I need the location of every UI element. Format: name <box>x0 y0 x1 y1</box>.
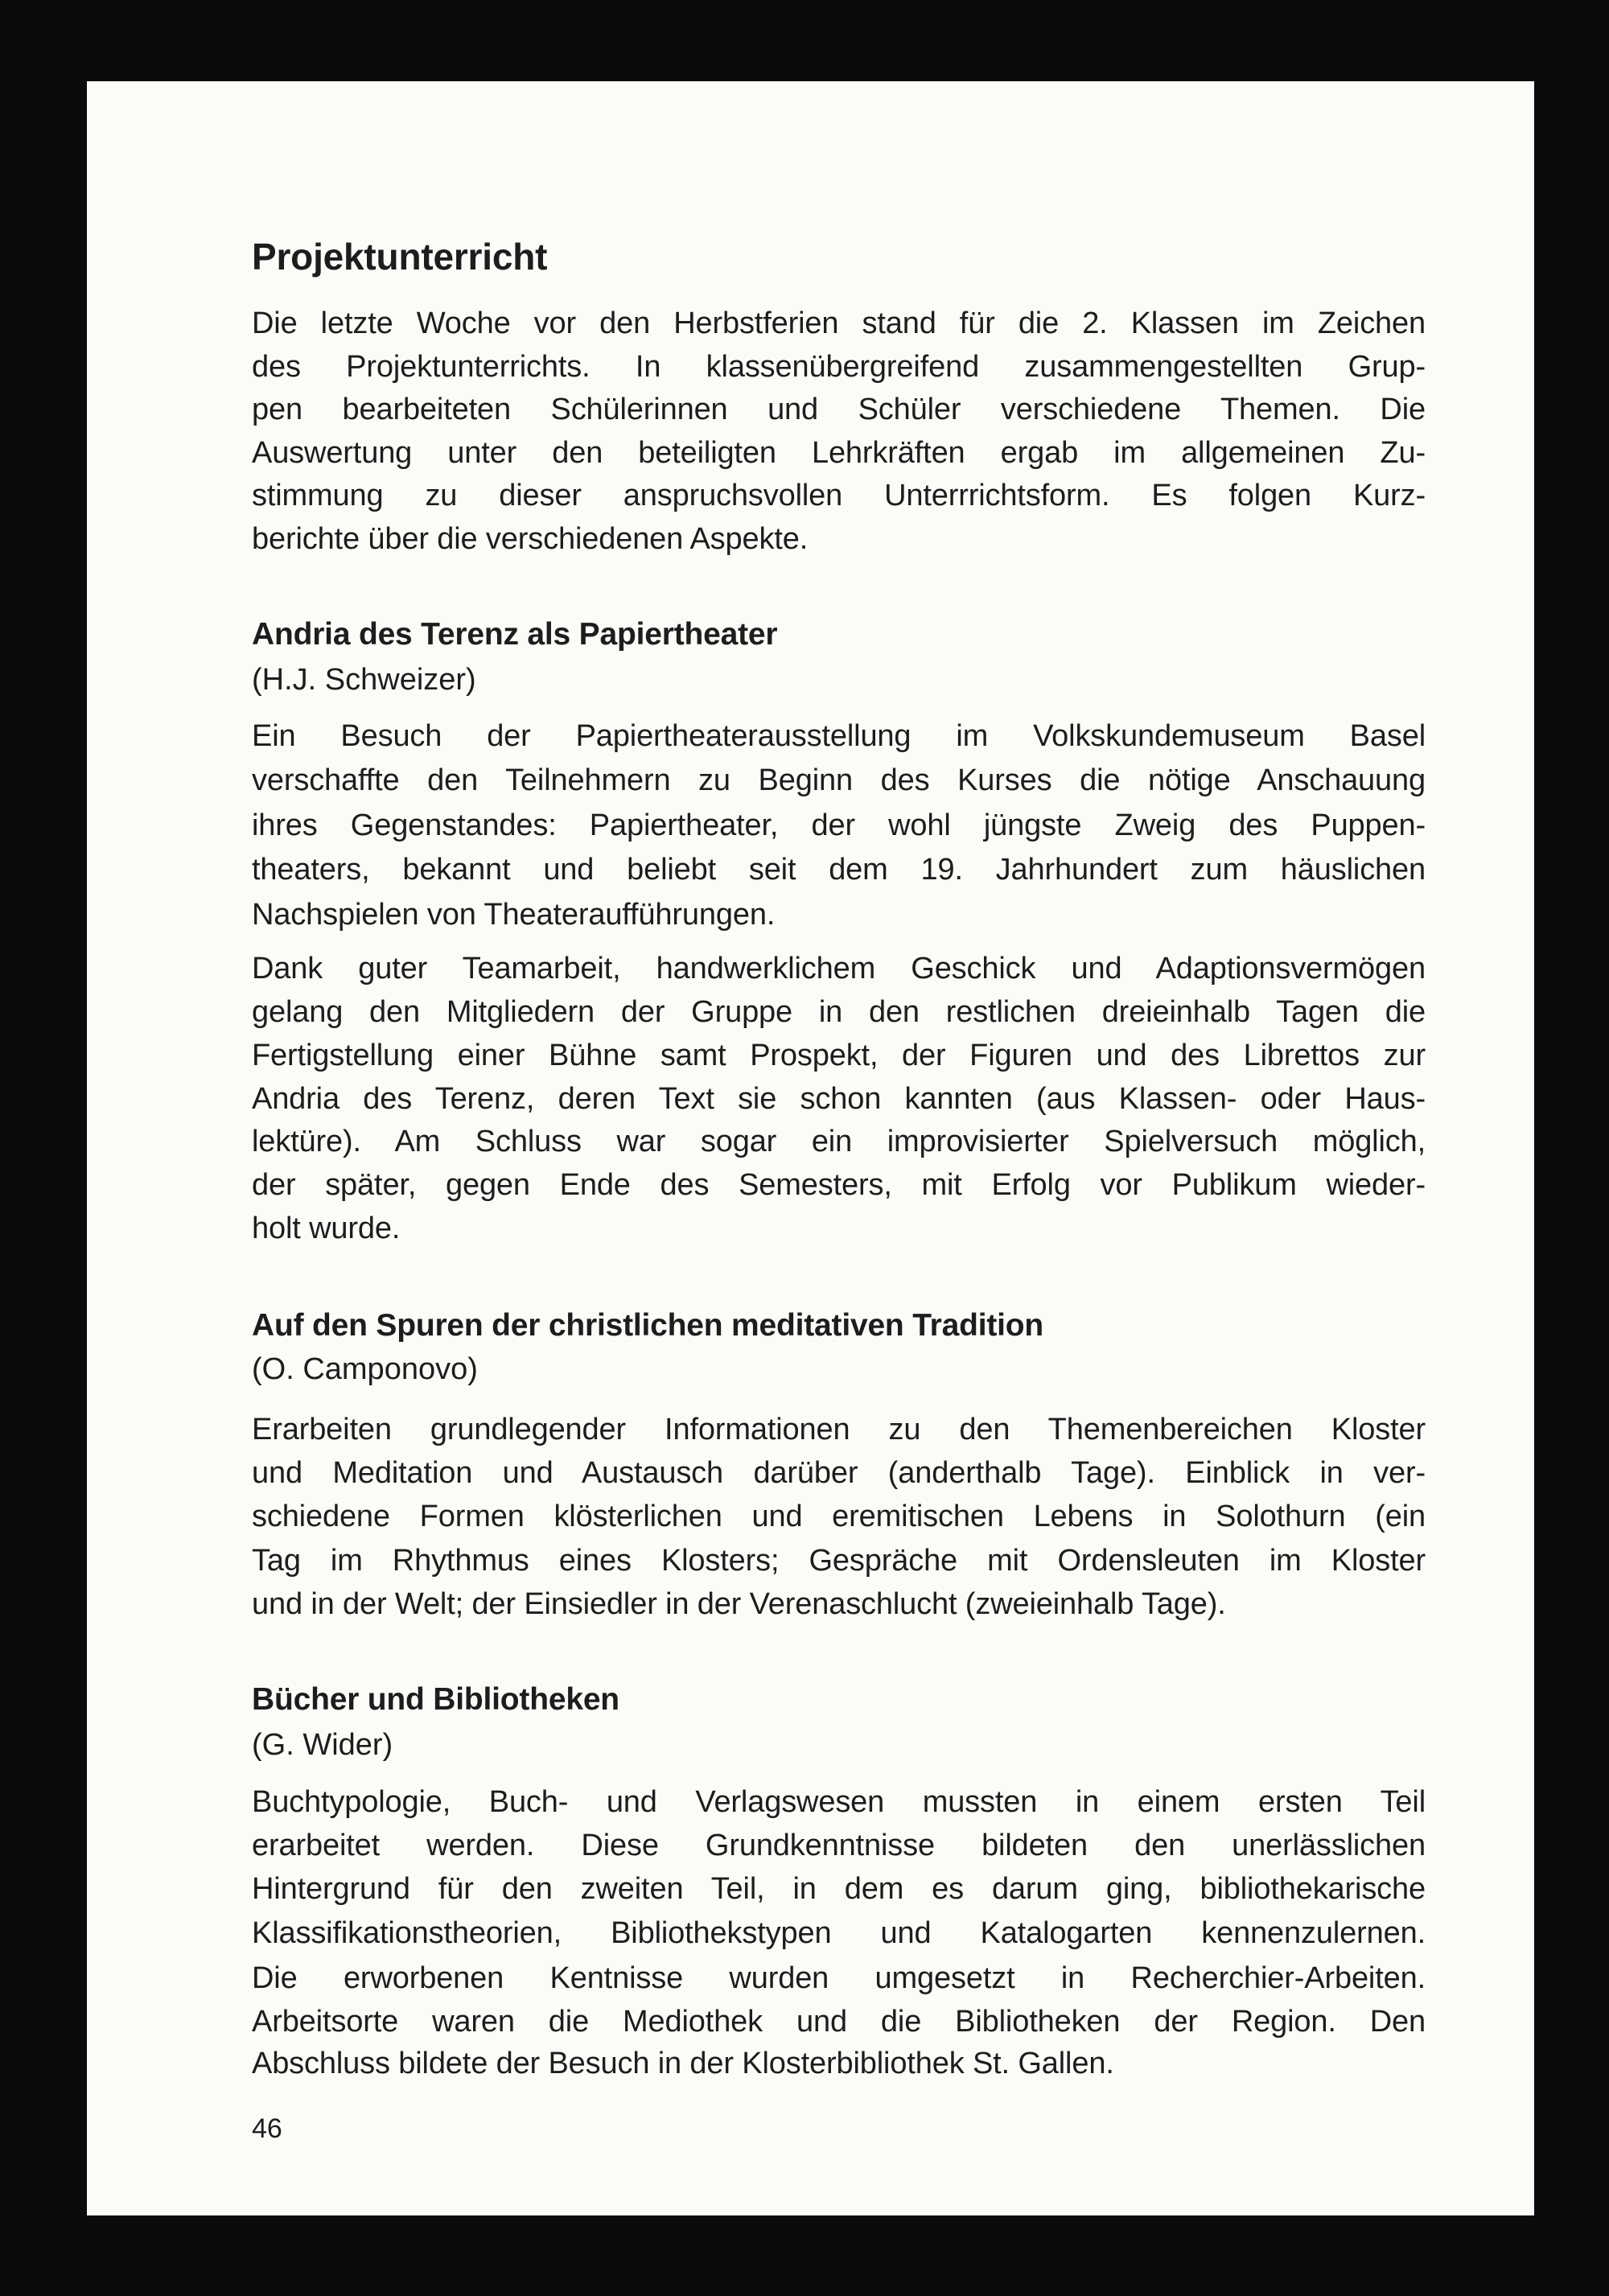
paragraph-line: pen bearbeiteten Schülerinnen und Schüler verschiedene Themen. Die <box>252 393 1426 426</box>
author-credit: (G. Wider) <box>252 1728 393 1762</box>
paragraph-line: Auswertung unter den beteiligten Lehrkräften ergab im allgemeinen Zu- <box>252 436 1426 470</box>
paragraph-line: theaters, bekannt und beliebt seit dem 19. Jahrhundert zum häuslichen <box>252 853 1426 887</box>
paragraph-line: Die erworbenen Kentnisse wurden umgesetzt in Recherchier-Arbeiten. <box>252 1961 1426 1995</box>
paragraph-line: holt wurde. <box>252 1212 401 1245</box>
paragraph-line: erarbeitet werden. Diese Grundkenntnisse bildeten den unerlässlichen <box>252 1829 1426 1862</box>
paragraph-line: der später, gegen Ende des Semesters, mit Erfolg vor Publikum wieder- <box>252 1168 1426 1202</box>
paragraph-line: verschaffte den Teilnehmern zu Beginn des Kurses die nötige Anschauung <box>252 763 1426 797</box>
paragraph-line: Fertigstellung einer Bühne samt Prospekt, der Figuren und des Librettos zur <box>252 1039 1426 1072</box>
paragraph-line: Die letzte Woche vor den Herbstferien stand für die 2. Klassen im Zeichen <box>252 307 1426 340</box>
paragraph-line: Abschluss bildete der Besuch in der Klosterbibliothek St. Gallen. <box>252 2047 1114 2080</box>
author-credit: (O. Camponovo) <box>252 1352 478 1386</box>
paragraph-line: Andria des Terenz, deren Text sie schon kannten (aus Klassen- oder Haus- <box>252 1082 1426 1116</box>
section-heading: Projektunterricht <box>252 236 548 278</box>
paragraph-line: Dank guter Teamarbeit, handwerklichem Geschick und Adaptionsvermögen <box>252 952 1426 985</box>
author-credit: (H.J. Schweizer) <box>252 663 476 697</box>
paragraph-line: und in der Welt; der Einsiedler in der Verenaschlucht (zweieinhalb Tage). <box>252 1587 1226 1621</box>
paragraph-line: ihres Gegenstandes: Papiertheater, der wohl jüngste Zweig des Puppen- <box>252 809 1426 842</box>
subsection-heading: Bücher und Bibliotheken <box>252 1682 619 1717</box>
paragraph-line: Erarbeiten grundlegender Informationen zu den Themenbereichen Kloster <box>252 1413 1426 1446</box>
paragraph-line: stimmung zu dieser anspruchsvollen Unterrrichtsform. Es folgen Kurz- <box>252 479 1426 512</box>
paragraph-line: gelang den Mitgliedern der Gruppe in den restlichen dreieinhalb Tagen die <box>252 995 1426 1029</box>
paragraph-line: Buchtypologie, Buch- und Verlagswesen mussten in einem ersten Teil <box>252 1785 1426 1819</box>
paragraph-line: schiedene Formen klösterlichen und eremitischen Lebens in Solothurn (ein <box>252 1500 1426 1533</box>
paragraph-line: Tag im Rhythmus eines Klosters; Gespräche mit Ordensleuten im Kloster <box>252 1544 1426 1578</box>
subsection-heading: Andria des Terenz als Papiertheater <box>252 617 778 652</box>
page-number: 46 <box>252 2113 282 2144</box>
paragraph-line: Ein Besuch der Papiertheaterausstellung im Volkskundemuseum Basel <box>252 719 1426 753</box>
paragraph-line: Hintergrund für den zweiten Teil, in dem es darum ging, bibliothekarische <box>252 1872 1426 1906</box>
paragraph-line: Klassifikationstheorien, Bibliothekstypen und Katalogarten kennenzulernen. <box>252 1916 1426 1950</box>
subsection-heading: Auf den Spuren der christlichen meditativen Tradition <box>252 1308 1044 1343</box>
paragraph-line: und Meditation und Austausch darüber (anderthalb Tage). Einblick in ver- <box>252 1456 1426 1490</box>
paragraph-line: lektüre). Am Schluss war sogar ein improvisierter Spielversuch möglich, <box>252 1125 1426 1158</box>
paragraph-line: Nachspielen von Theateraufführungen. <box>252 898 776 932</box>
paragraph-line: berichte über die verschiedenen Aspekte. <box>252 522 809 556</box>
paragraph-line: Arbeitsorte waren die Mediothek und die Bibliotheken der Region. Den <box>252 2005 1426 2039</box>
paragraph-line: des Projektunterrichts. In klassenübergreifend zusammengestellten Grup- <box>252 350 1426 384</box>
